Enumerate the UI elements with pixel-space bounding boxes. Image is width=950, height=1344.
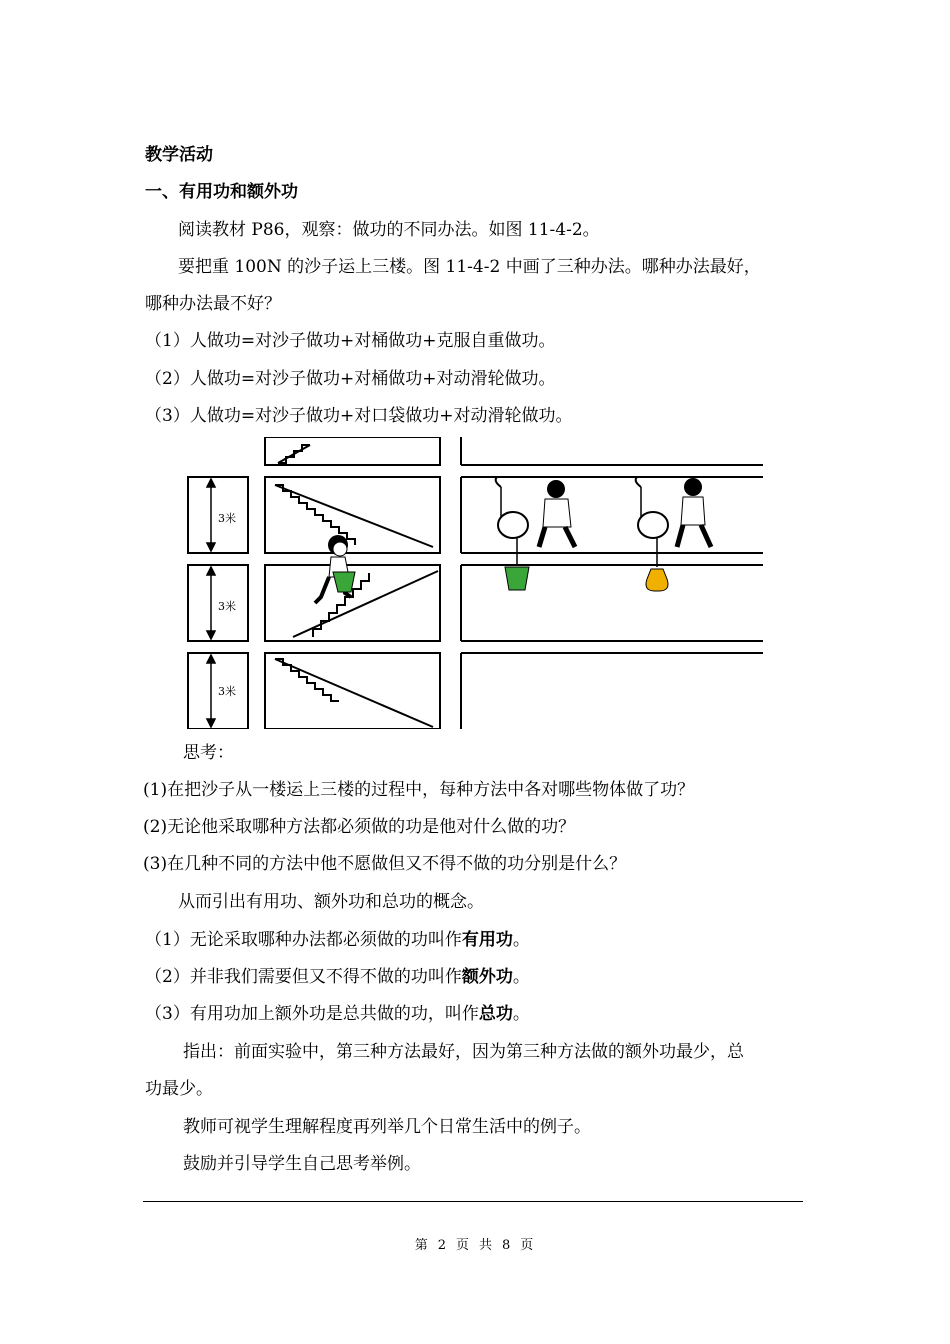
intro-paragraph-2: 要把重 100N 的沙子运上三楼。图 11-4-2 中画了三种办法。哪种办法最好，	[178, 257, 761, 277]
subheading: 一、有用功和额外功	[145, 182, 298, 202]
definition-1-term: 有用功	[461, 930, 513, 950]
building-right	[461, 437, 763, 729]
footer-divider	[143, 1201, 803, 1202]
question-1: (1)在把沙子从一楼运上三楼的过程中，每种方法中各对哪些物体做了功？	[143, 780, 695, 800]
method-item-3: （3）人做功=对沙子做功+对口袋做功+对动滑轮做功。	[145, 406, 573, 426]
question-2: (2)无论他采取哪种方法都必须做的功是他对什么做的功？	[143, 817, 576, 837]
footer-page-label: 页	[455, 1238, 471, 1253]
definition-1	[145, 928, 815, 952]
method-item-2: （2）人做功=对沙子做功+对桶做功+对动滑轮做功。	[145, 369, 556, 389]
intro-paragraph-1: 阅读教材 P86，观察：做功的不同办法。如图 11-4-2。	[178, 220, 600, 240]
pulley-bag-icon	[636, 477, 711, 591]
think-label: 思考：	[183, 743, 234, 763]
footer-suffix: 页	[520, 1238, 536, 1253]
definition-3-term: 总功	[478, 1004, 513, 1024]
definition-3	[145, 1002, 815, 1026]
footer-total-label: 共	[479, 1238, 495, 1253]
floor-label-3: 3米	[218, 685, 236, 698]
question-3: (3)在几种不同的方法中他不愿做但又不得不做的功分别是什么？	[143, 854, 627, 874]
definition-2-term: 额外功	[461, 967, 513, 987]
footer-total-pages: 8	[502, 1238, 513, 1253]
definition-2-prefix: （2）并非我们需要但又不得不做的功叫作	[145, 967, 462, 987]
footer-page-number: 2	[437, 1238, 448, 1253]
concept-intro: 从而引出有用功、额外功和总功的概念。	[178, 892, 484, 912]
footer-prefix: 第	[414, 1238, 430, 1253]
figure-three-methods	[183, 437, 768, 729]
intro-paragraph-2-cont: 哪种办法最不好？	[145, 294, 281, 314]
definition-2	[145, 965, 815, 989]
definition-3-suffix: 。	[512, 1004, 530, 1024]
pulley-bucket-icon	[496, 477, 575, 590]
stairs	[275, 445, 438, 727]
height-arrows	[207, 479, 215, 727]
point-out-line-2: 功最少。	[145, 1079, 213, 1099]
definition-2-suffix: 。	[512, 967, 530, 987]
teacher-note: 教师可视学生理解程度再列举几个日常生活中的例子。	[183, 1117, 591, 1137]
section-heading: 教学活动	[145, 145, 213, 165]
definition-1-suffix: 。	[512, 930, 530, 950]
person-climbing-icon	[315, 535, 355, 603]
encourage-note: 鼓励并引导学生自己思考举例。	[183, 1154, 421, 1174]
method-item-1: （1）人做功=对沙子做功+对桶做功+克服自重做功。	[145, 331, 556, 351]
floor-label-2: 3米	[218, 600, 236, 613]
floor-label-1: 3米	[218, 512, 236, 525]
page-footer	[0, 1234, 950, 1253]
definition-3-prefix: （3）有用功加上额外功是总共做的功，叫作	[145, 1004, 479, 1024]
point-out-line-1: 指出：前面实验中，第三种方法最好，因为第三种方法做的额外功最少，总	[183, 1042, 744, 1062]
definition-1-prefix: （1）无论采取哪种办法都必须做的功叫作	[145, 930, 462, 950]
